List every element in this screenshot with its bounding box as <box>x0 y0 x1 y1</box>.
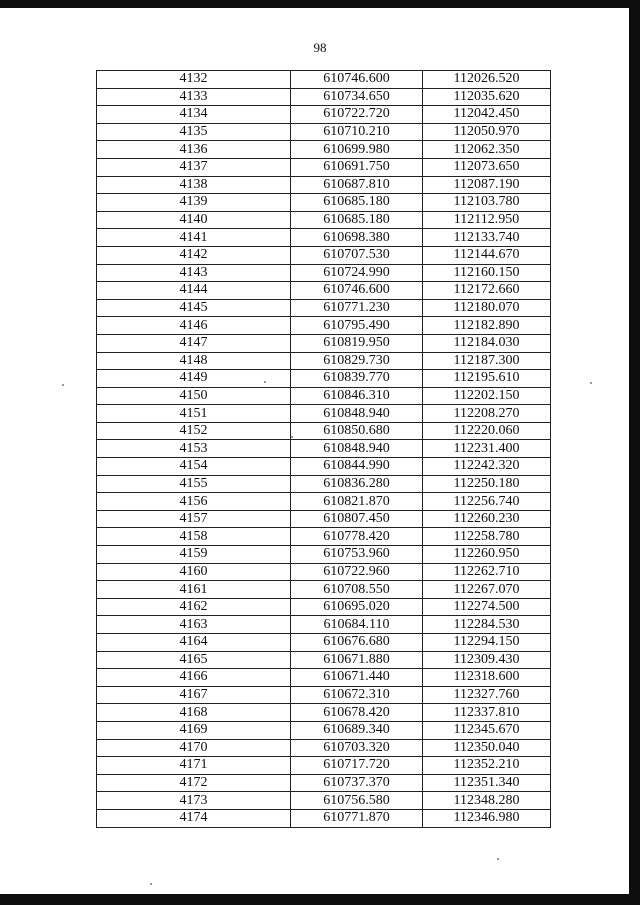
table-row <box>97 528 551 546</box>
point-number-cell: 4156 <box>97 493 291 511</box>
point-number-cell: 4154 <box>97 458 291 476</box>
y-coordinate-cell: 112345.670 <box>423 721 551 739</box>
table-row <box>97 721 551 739</box>
y-coordinate-cell: 112160.150 <box>423 264 551 282</box>
table-row <box>97 563 551 581</box>
scan-border-bottom <box>0 894 640 905</box>
y-coordinate-cell: 112337.810 <box>423 704 551 722</box>
y-coordinate-cell: 112309.430 <box>423 651 551 669</box>
x-coordinate-cell: 610722.960 <box>291 563 423 581</box>
scan-speck <box>264 381 266 383</box>
table-row <box>97 317 551 335</box>
y-coordinate-cell: 112112.950 <box>423 211 551 229</box>
point-number-cell: 4132 <box>97 71 291 89</box>
point-number-cell: 4148 <box>97 352 291 370</box>
point-number-cell: 4163 <box>97 616 291 634</box>
x-coordinate-cell: 610687.810 <box>291 176 423 194</box>
scan-speck <box>590 382 592 384</box>
point-number-cell: 4162 <box>97 598 291 616</box>
y-coordinate-cell: 112050.970 <box>423 123 551 141</box>
table-row <box>97 405 551 423</box>
y-coordinate-cell: 112220.060 <box>423 422 551 440</box>
point-number-cell: 4151 <box>97 405 291 423</box>
y-coordinate-cell: 112026.520 <box>423 71 551 89</box>
table-row <box>97 581 551 599</box>
point-number-cell: 4147 <box>97 334 291 352</box>
x-coordinate-cell: 610848.940 <box>291 405 423 423</box>
coordinate-table <box>96 70 551 828</box>
y-coordinate-cell: 112042.450 <box>423 106 551 124</box>
point-number-cell: 4168 <box>97 704 291 722</box>
y-coordinate-cell: 112087.190 <box>423 176 551 194</box>
point-number-cell: 4159 <box>97 546 291 564</box>
point-number-cell: 4146 <box>97 317 291 335</box>
table-row <box>97 704 551 722</box>
point-number-cell: 4173 <box>97 792 291 810</box>
table-row <box>97 229 551 247</box>
page-number: 98 <box>313 40 327 55</box>
x-coordinate-cell: 610737.370 <box>291 774 423 792</box>
x-coordinate-cell: 610829.730 <box>291 352 423 370</box>
point-number-cell: 4150 <box>97 387 291 405</box>
point-number-cell: 4152 <box>97 422 291 440</box>
scan-speck <box>291 436 293 438</box>
y-coordinate-cell: 112352.210 <box>423 757 551 775</box>
point-number-cell: 4153 <box>97 440 291 458</box>
x-coordinate-cell: 610695.020 <box>291 598 423 616</box>
x-coordinate-cell: 610671.440 <box>291 669 423 687</box>
table-row <box>97 440 551 458</box>
table-row <box>97 493 551 511</box>
point-number-cell: 4142 <box>97 246 291 264</box>
table-row <box>97 141 551 159</box>
table-row <box>97 475 551 493</box>
x-coordinate-cell: 610689.340 <box>291 721 423 739</box>
x-coordinate-cell: 610756.580 <box>291 792 423 810</box>
x-coordinate-cell: 610691.750 <box>291 158 423 176</box>
scan-speck <box>497 858 499 860</box>
point-number-cell: 4157 <box>97 510 291 528</box>
y-coordinate-cell: 112274.500 <box>423 598 551 616</box>
point-number-cell: 4172 <box>97 774 291 792</box>
y-coordinate-cell: 112144.670 <box>423 246 551 264</box>
y-coordinate-cell: 112350.040 <box>423 739 551 757</box>
point-number-cell: 4158 <box>97 528 291 546</box>
table-row <box>97 387 551 405</box>
x-coordinate-cell: 610836.280 <box>291 475 423 493</box>
point-number-cell: 4160 <box>97 563 291 581</box>
scan-speck <box>150 883 152 885</box>
table-row <box>97 809 551 827</box>
y-coordinate-cell: 112348.280 <box>423 792 551 810</box>
table-row <box>97 370 551 388</box>
y-coordinate-cell: 112172.660 <box>423 282 551 300</box>
x-coordinate-cell: 610722.720 <box>291 106 423 124</box>
table-row <box>97 510 551 528</box>
x-coordinate-cell: 610819.950 <box>291 334 423 352</box>
x-coordinate-cell: 610710.210 <box>291 123 423 141</box>
table-row <box>97 123 551 141</box>
y-coordinate-cell: 112202.150 <box>423 387 551 405</box>
table-row <box>97 282 551 300</box>
table-row <box>97 739 551 757</box>
table-row <box>97 546 551 564</box>
y-coordinate-cell: 112327.760 <box>423 686 551 704</box>
x-coordinate-cell: 610795.490 <box>291 317 423 335</box>
y-coordinate-cell: 112256.740 <box>423 493 551 511</box>
y-coordinate-cell: 112182.890 <box>423 317 551 335</box>
x-coordinate-cell: 610734.650 <box>291 88 423 106</box>
y-coordinate-cell: 112133.740 <box>423 229 551 247</box>
table-row <box>97 757 551 775</box>
y-coordinate-cell: 112260.950 <box>423 546 551 564</box>
scan-border-right <box>629 0 640 905</box>
y-coordinate-cell: 112184.030 <box>423 334 551 352</box>
y-coordinate-cell: 112260.230 <box>423 510 551 528</box>
point-number-cell: 4164 <box>97 634 291 652</box>
x-coordinate-cell: 610684.110 <box>291 616 423 634</box>
table-row <box>97 176 551 194</box>
y-coordinate-cell: 112208.270 <box>423 405 551 423</box>
y-coordinate-cell: 112187.300 <box>423 352 551 370</box>
y-coordinate-cell: 112073.650 <box>423 158 551 176</box>
point-number-cell: 4138 <box>97 176 291 194</box>
table-row <box>97 194 551 212</box>
y-coordinate-cell: 112103.780 <box>423 194 551 212</box>
y-coordinate-cell: 112250.180 <box>423 475 551 493</box>
table-row <box>97 651 551 669</box>
x-coordinate-cell: 610753.960 <box>291 546 423 564</box>
point-number-cell: 4143 <box>97 264 291 282</box>
x-coordinate-cell: 610672.310 <box>291 686 423 704</box>
y-coordinate-cell: 112284.530 <box>423 616 551 634</box>
point-number-cell: 4139 <box>97 194 291 212</box>
table-row <box>97 106 551 124</box>
y-coordinate-cell: 112242.320 <box>423 458 551 476</box>
x-coordinate-cell: 610846.310 <box>291 387 423 405</box>
table-row <box>97 598 551 616</box>
y-coordinate-cell: 112346.980 <box>423 809 551 827</box>
point-number-cell: 4161 <box>97 581 291 599</box>
x-coordinate-cell: 610844.990 <box>291 458 423 476</box>
table-row <box>97 246 551 264</box>
x-coordinate-cell: 610848.940 <box>291 440 423 458</box>
point-number-cell: 4133 <box>97 88 291 106</box>
table-row <box>97 458 551 476</box>
x-coordinate-cell: 610685.180 <box>291 194 423 212</box>
table-row <box>97 71 551 89</box>
x-coordinate-cell: 610707.530 <box>291 246 423 264</box>
point-number-cell: 4166 <box>97 669 291 687</box>
x-coordinate-cell: 610703.320 <box>291 739 423 757</box>
y-coordinate-cell: 112035.620 <box>423 88 551 106</box>
point-number-cell: 4144 <box>97 282 291 300</box>
scan-speck <box>62 384 64 386</box>
point-number-cell: 4135 <box>97 123 291 141</box>
point-number-cell: 4136 <box>97 141 291 159</box>
table-row <box>97 422 551 440</box>
table-row <box>97 686 551 704</box>
x-coordinate-cell: 610708.550 <box>291 581 423 599</box>
x-coordinate-cell: 610724.990 <box>291 264 423 282</box>
y-coordinate-cell: 112318.600 <box>423 669 551 687</box>
x-coordinate-cell: 610678.420 <box>291 704 423 722</box>
table-row <box>97 211 551 229</box>
table-row <box>97 299 551 317</box>
table-row <box>97 352 551 370</box>
x-coordinate-cell: 610771.870 <box>291 809 423 827</box>
point-number-cell: 4165 <box>97 651 291 669</box>
point-number-cell: 4140 <box>97 211 291 229</box>
table-row <box>97 634 551 652</box>
table-row <box>97 669 551 687</box>
table-row <box>97 158 551 176</box>
point-number-cell: 4137 <box>97 158 291 176</box>
y-coordinate-cell: 112294.150 <box>423 634 551 652</box>
x-coordinate-cell: 610850.680 <box>291 422 423 440</box>
x-coordinate-cell: 610699.980 <box>291 141 423 159</box>
x-coordinate-cell: 610717.720 <box>291 757 423 775</box>
y-coordinate-cell: 112262.710 <box>423 563 551 581</box>
point-number-cell: 4141 <box>97 229 291 247</box>
table-row <box>97 334 551 352</box>
x-coordinate-cell: 610807.450 <box>291 510 423 528</box>
table-row <box>97 774 551 792</box>
x-coordinate-cell: 610821.870 <box>291 493 423 511</box>
point-number-cell: 4155 <box>97 475 291 493</box>
x-coordinate-cell: 610671.880 <box>291 651 423 669</box>
y-coordinate-cell: 112231.400 <box>423 440 551 458</box>
x-coordinate-cell: 610839.770 <box>291 370 423 388</box>
table-row <box>97 616 551 634</box>
y-coordinate-cell: 112351.340 <box>423 774 551 792</box>
x-coordinate-cell: 610778.420 <box>291 528 423 546</box>
point-number-cell: 4145 <box>97 299 291 317</box>
point-number-cell: 4149 <box>97 370 291 388</box>
y-coordinate-cell: 112258.780 <box>423 528 551 546</box>
y-coordinate-cell: 112180.070 <box>423 299 551 317</box>
x-coordinate-cell: 610746.600 <box>291 282 423 300</box>
x-coordinate-cell: 610676.680 <box>291 634 423 652</box>
x-coordinate-cell: 610771.230 <box>291 299 423 317</box>
coordinate-table-body <box>97 71 551 828</box>
table-row <box>97 264 551 282</box>
x-coordinate-cell: 610746.600 <box>291 71 423 89</box>
point-number-cell: 4169 <box>97 721 291 739</box>
y-coordinate-cell: 112195.610 <box>423 370 551 388</box>
scan-border-top <box>0 0 640 8</box>
x-coordinate-cell: 610698.380 <box>291 229 423 247</box>
y-coordinate-cell: 112062.350 <box>423 141 551 159</box>
point-number-cell: 4171 <box>97 757 291 775</box>
point-number-cell: 4170 <box>97 739 291 757</box>
table-row <box>97 88 551 106</box>
point-number-cell: 4134 <box>97 106 291 124</box>
x-coordinate-cell: 610685.180 <box>291 211 423 229</box>
point-number-cell: 4167 <box>97 686 291 704</box>
point-number-cell: 4174 <box>97 809 291 827</box>
table-row <box>97 792 551 810</box>
y-coordinate-cell: 112267.070 <box>423 581 551 599</box>
